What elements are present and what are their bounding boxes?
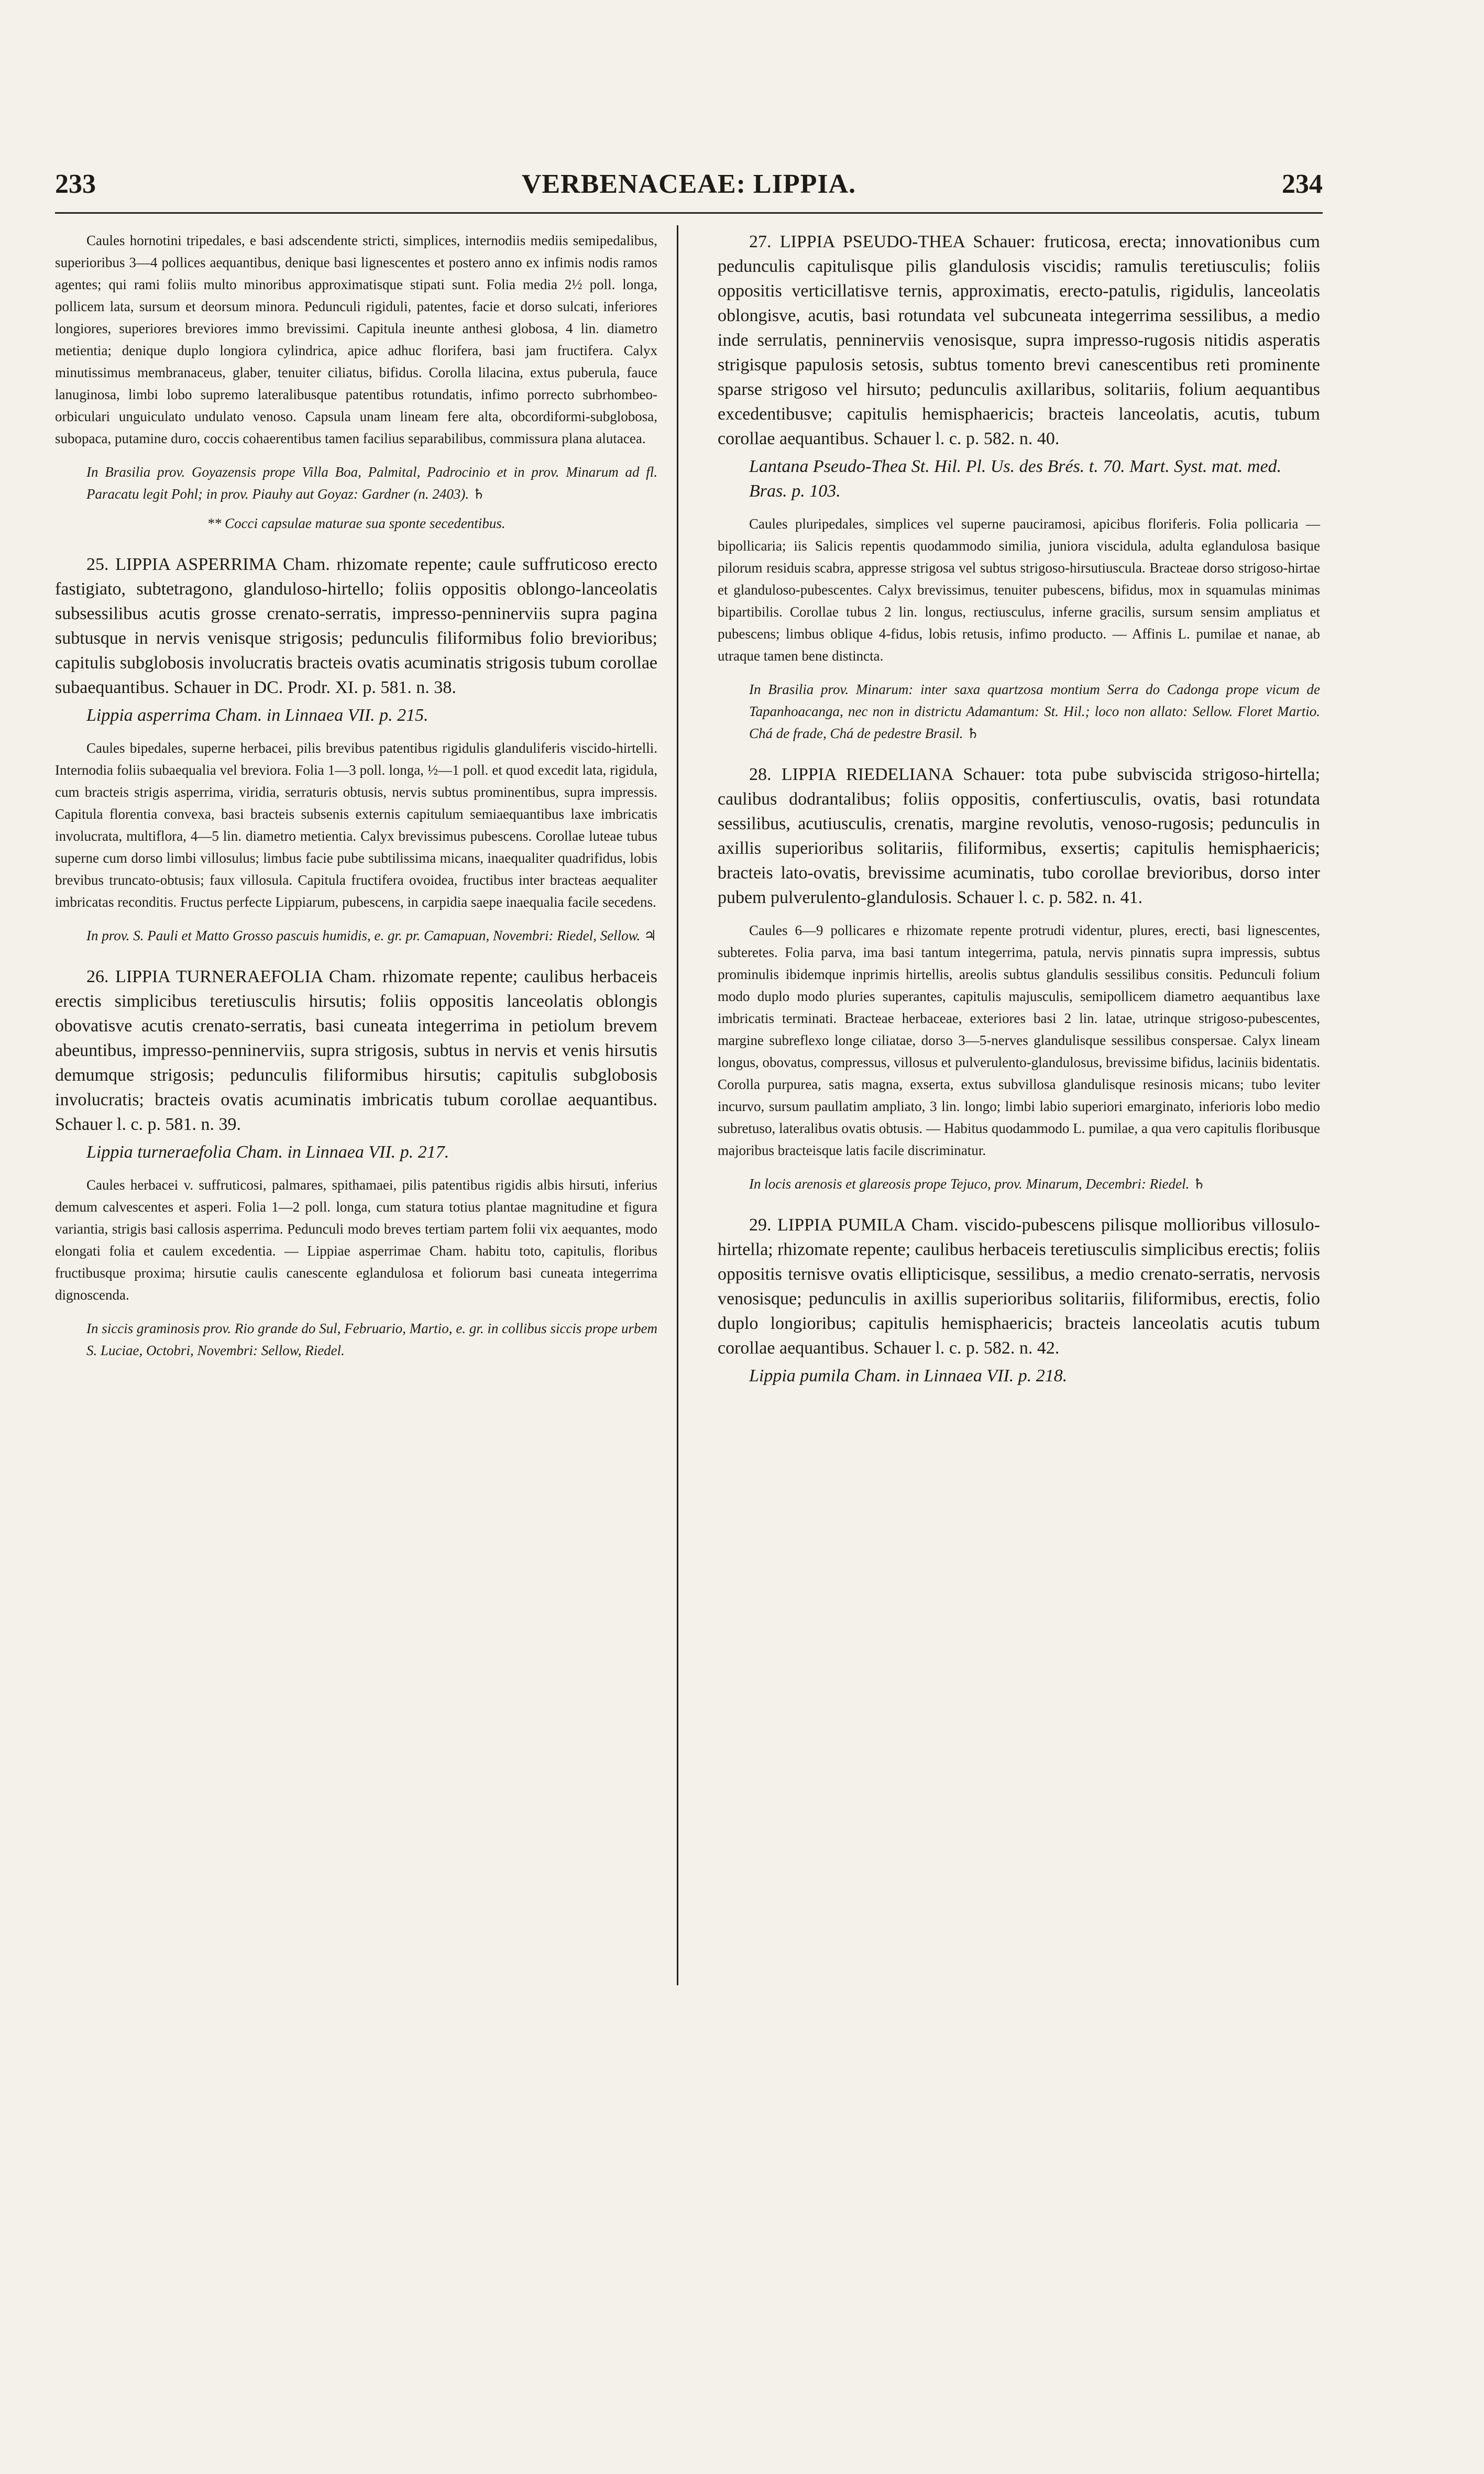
spacer	[718, 1195, 1320, 1213]
species-diagnosis: 27. LIPPIA PSEUDO-THEA Schauer: fruticosa, erecta; innovationibus cum pedunculis capitulisque pilis glandulosis viscidis; ramulis teretiusculis; foliis oppositis verticillatisve ternis, approximatis, erecto-patulis, rigidulis, lanceolatis oblongisve, acutis, basi rotundata vel subcuneata integerrima sessilibus, a medio inde serrulatis, penninerviis venosisque, supra impresso-rugosis nitidis asperatis strigisque papulosis setosis, subtus tomento brevi canescentibus reti prominente sparse strigoso vel hirsuto; pedunculis axillaribus, solitariis, folium aequantibus excedentibusve; capitulis hemisphaericis; bracteis lanceolatis, acutis, tubum corollae aequantibus. Schauer l. c. p. 582. n. 40.	[718, 232, 1320, 448]
description-paragraph: Caules hornotini tripedales, e basi adscendente stricti, simplices, internodiis mediis semipedalibus, superioribus 3—4 pollices aequantibus, denique basi lignescentes et postero anno ex infimis nodis ramos agentes; qui rami foliis multo minoribus approximatisque stipati sunt. Folia media 2½ poll. longa, pollicem lata, sursum et deorsum minora. Pedunculi rigiduli, patentes, facie et dorso sulcati, inferiores longiores, superiores breviores immo brevissimi. Capitula ineunte anthesi globosa, 4 lin. diametro metientia; denique duplo longiora cylindrica, apice adhuc florifera, basi jam fructifera. Calyx minutissimus membranaceus, glaber, tenuiter ciliatus, bifidus. Corolla lilacina, extus puberula, fauce lanuginosa, limbi lobo supremo lateralibusque patentibus rotundatis, infimo porrecto subrhombeo-orbiculari unguiculato undulato venoso. Capsula unam lineam fere alta, obcordiformi-subglobosa, subopaca, putamine duro, coccis cohaerentibus tamen facilius separabilibus, commissura plana alutacea.	[55, 233, 657, 446]
synonym-citation: Lippia turneraefolia Cham. in Linnaea VII. p. 217.	[86, 1142, 449, 1162]
spacer	[55, 947, 657, 964]
column-divider	[677, 225, 678, 1985]
spacer	[55, 534, 657, 552]
locality-note: In locis arenosis et glareosis prope Tejuco, prov. Minarum, Decembri: Riedel. ♄	[749, 1176, 1206, 1192]
spacer	[718, 503, 1320, 513]
footnote: ** Cocci capsulae maturae sua sponte secedentibus.	[207, 515, 505, 531]
page-number-right: 234	[1282, 169, 1323, 199]
header-rule	[55, 212, 1323, 214]
locality-note: In siccis graminosis prov. Rio grande do Sul, Februario, Martio, e. gr. in collibus siccis prope urbem S. Luciae, Octobri, Novembri: Sellow, Riedel.	[86, 1321, 657, 1358]
page-header	[55, 169, 1323, 211]
description-paragraph: Caules pluripedales, simplices vel superne pauciramosi, apicibus floriferis. Folia pollicaria — bipollicaria; iis Salicis repentis quodammodo similia, juniora viscidula, adulta eglandulosa basique pilorum residuis scabra, appresse strigosa vel subtus strigoso-hirsutiuscula. Bracteae dorso strigoso-hirtae et glanduloso-pubescentes. Calyx brevissimus, tenuiter pubescens, bifidus, mox in squamulas minimas bipartibilis. Corollae tubus 2 lin. longus, rectiusculus, inferne gracilis, sursum sensim ampliatus et pubescens; limbus oblique 4-fidus, lobis retusis, infimo producto. — Affinis L. pumilae et nanae, ab utraque tamen bene distincta.	[718, 516, 1320, 664]
description-paragraph: Caules herbacei v. suffruticosi, palmares, spithamaei, pilis patentibus rigidis albis hirsuti, inferius demum calvescentes et asperi. Folia 1—2 poll. longa, cum statura totius plantae magnitudine et figura variantia, strigis basi callosis asperrima. Pedunculi modo breves tertiam partem folii vix aequantes, modo elongati folia et caulem excedentia. — Lippiae asperrimae Cham. habitu toto, capitulis, floribus fructibusque proxima; hirsutie caulis canescente eglandulosa et foliorum basi cuneata integerrima dignoscenda.	[55, 1177, 657, 1303]
description-paragraph: Caules bipedales, superne herbacei, pilis brevibus patentibus rigidulis glanduliferis viscido-hirtelli. Internodia foliis subaequalia vel breviora. Folia 1—3 poll. longa, ½—1 poll. et quod excedit lata, rigidula, cum bracteis strigis asperrima, viridia, serraturis obtusis, nervis subtus prominentibus, supra impressis. Capitula florentia convexa, basi bracteis subsenis externis capitulum semiaequantibus laxe imbricatis involucrata, multiflora, 4—5 lin. diametro metientia. Calyx brevissimus pubescens. Corollae luteae tubus superne cum dorso limbi villosulus; limbus facie pube subtilissima micans, inaequaliter quadrifidus, lobis brevibus truncato-obtusis; faux villosula. Capitula fructifera ovoidea, fructibus inter bracteas aequaliter imbricatas reconditis. Fructus perfecte Lippiarum, pubescens, in carpidia saepe inaequalia facile secedens.	[55, 740, 657, 910]
spacer	[718, 744, 1320, 762]
spacer	[718, 910, 1320, 919]
synonym-citation: Lantana Pseudo-Thea St. Hil. Pl. Us. des Brés. t. 70. Mart. Syst. mat. med. Bras. p. 103.	[749, 457, 1282, 501]
right-column	[718, 229, 1320, 1388]
spacer	[55, 1164, 657, 1174]
spacer	[55, 728, 657, 737]
locality-note: In prov. S. Pauli et Matto Grosso pascuis humidis, e. gr. pr. Camapuan, Novembri: Riedel, Sellow. ♃	[86, 928, 657, 943]
species-diagnosis: 26. LIPPIA TURNERAEFOLIA Cham. rhizomate repente; caulibus herbaceis erectis simplicibus teretiusculis hirsutis; foliis oppositis lanceolatis oblongis obovatisve acutis crenato-serratis, basi cuneata integerrima in petiolum brevem abeuntibus, impresso-penninerviis, supra strigosis, subtus in nervis et venis hirsutis demumque strigosis; pedunculis filiformibus hirsutis; capitulis subglobosis involucratis; bracteis ovatis acuminatis imbricatis tubum corollae aequantibus. Schauer l. c. p. 581. n. 39.	[55, 967, 657, 1134]
synonym-citation: Lippia pumila Cham. in Linnaea VII. p. 218.	[749, 1366, 1068, 1386]
description-paragraph: Caules 6—9 pollicares e rhizomate repente protrudi videntur, plures, erecti, basi lignescentes, subteretes. Folia parva, ima basi tantum integerrima, patula, nervis pinnatis supra impressis, subtus prominulis ibidemque inprimis hirtellis, areolis subtus glandulis sessilibus consitis. Pedunculi folium modo duplo modo pluries superantes, capitulis majusculis, semipollicem diametro aequantibus laxe imbricatis terminati. Bracteae herbaceae, exteriores basi 2 lin. latae, utrinque strigoso-pubescentes, margine subreflexo longe ciliatae, dorso 3—5-nerves glandulisque sessilibus conspersae. Calyx lineam longus, obovatus, compressus, villosus et pulverulento-glandulosus, brevissime bifidus, laciniis bidentatis. Corolla purpurea, satis magna, exserta, extus subvillosa glandulisque resinosis micans; tubo leviter incurvo, sursum paullatim ampliato, 3 lin. longo; limbi labio superiori emarginato, inferioris lobo medio subretuso, lateralibus ovatis obtusis. — Habitus quodammodo L. pumilae, a qua vero capitulis floribusque majoribus bracteisque latis facile discriminatur.	[718, 922, 1320, 1158]
synonym-citation: Lippia asperrima Cham. in Linnaea VII. p. 215.	[86, 706, 428, 725]
page-number-left: 233	[55, 169, 96, 199]
running-title: VERBENACEAE: LIPPIA.	[521, 169, 856, 199]
species-diagnosis: 28. LIPPIA RIEDELIANA Schauer: tota pube subviscida strigoso-hirtella; caulibus dodrantalibus; foliis oppositis, confertiusculis, ovatis, basi rotundata sessilibus, acutiusculis, crenatis, margine revolutis, venoso-rugosis; pedunculis in axillis superioribus solitariis, filiformibus, exsertis; capitulis hemisphaericis; bracteis lato-ovatis, brevissime acuminatis, tubo corollae brevioribus, dorso inter pubem pulverulento-glandulosis. Schauer l. c. p. 582. n. 41.	[718, 765, 1320, 907]
locality-note: In Brasilia prov. Minarum: inter saxa quartzosa montium Serra do Cadonga prope vicum de Tapanhoacanga, nec non in districtu Adamantum: St. Hil.; loco non allato: Sellow. Floret Martio. Chá de frade, Chá de pedestre Brasil. ♄	[749, 681, 1320, 741]
locality-note: In Brasilia prov. Goyazensis prope Villa Boa, Palmital, Padrocinio et in prov. Minarum ad fl. Paracatu legit Pohl; in prov. Piauhy aut Goyaz: Gardner (n. 2403). ♄	[86, 464, 657, 502]
species-diagnosis: 25. LIPPIA ASPERRIMA Cham. rhizomate repente; caule suffruticoso erecto fastigiato, subtetragono, glanduloso-hirtello; foliis oppositis oblongo-lanceolatis subsessilibus acutis grosse crenato-serratis, impresso-penninerviis supra pagina subtusque in nervis venisque strigosis; pedunculis filiformibus folio brevioribus; capitulis subglobosis involucratis bracteis ovatis acuminatis strigosis tubum corollae subaequantibus. Schauer in DC. Prodr. XI. p. 581. n. 38.	[55, 555, 657, 697]
species-diagnosis: 29. LIPPIA PUMILA Cham. viscido-pubescens pilisque mollioribus villosulo-hirtella; rhizomate repente; caulibus herbaceis teretiusculis simplicibus erectis; foliis oppositis ternisve ovatis ellipticisque, sessilibus, a medio crenato-serratis, nervosis venosisque; pedunculis in axillis superioribus solitariis, filiformibus, erectis, folio duplo longioribus; capitulis hemisphaericis; bracteis lanceolatis acutis tubum corollae aequantibus. Schauer l. c. p. 582. n. 42.	[718, 1215, 1320, 1358]
left-column	[55, 229, 657, 1361]
